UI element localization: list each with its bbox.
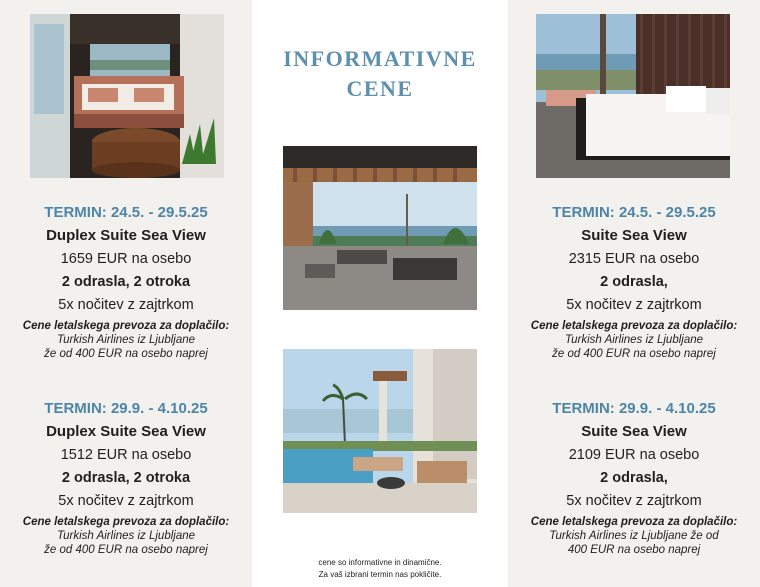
- price: 1659 EUR na osebo: [60, 251, 192, 267]
- termin-date: TERMIN: 29.9. - 4.10.25: [552, 400, 716, 417]
- flight-line: že od 400 EUR na osebo naprej: [44, 544, 208, 556]
- flight-header: Cene letalskega prevoza za doplačilo:: [22, 320, 230, 332]
- termin-date: TERMIN: 29.9. - 4.10.25: [44, 400, 208, 417]
- flight-header: Cene letalskega prevoza za doplačilo:: [530, 516, 738, 528]
- flight-line: že od 400 EUR na osebo naprej: [552, 348, 716, 360]
- flight-line: 400 EUR na osebo naprej: [567, 544, 701, 556]
- flight-line: Turkish Airlines iz Ljubljane: [56, 334, 196, 346]
- guests: 2 odrasla,: [600, 470, 668, 486]
- price: 2315 EUR na osebo: [568, 251, 700, 267]
- price: 1512 EUR na osebo: [60, 447, 192, 463]
- left-offer-1: [0, 204, 252, 361]
- left-column: [0, 0, 252, 587]
- nights: 5x nočitev z zajtrkom: [566, 493, 702, 509]
- flight-line: Turkish Airlines iz Ljubljane že od: [549, 530, 719, 542]
- guests: 2 odrasla, 2 otroka: [61, 274, 191, 290]
- flight-line: Turkish Airlines iz Ljubljane: [56, 530, 196, 542]
- flight-header: Cene letalskega prevoza za doplačilo:: [22, 516, 230, 528]
- termin-date: TERMIN: 24.5. - 29.5.25: [552, 204, 716, 221]
- page-title: INFORMATIVNE CENE: [283, 46, 477, 101]
- price-disclaimer: cene so informativne in dinamične. Za vaš izbrani termin nas pokličite.: [318, 558, 442, 579]
- suite-photo: [536, 14, 730, 178]
- room-name: Duplex Suite Sea View: [46, 227, 206, 244]
- room-name: Duplex Suite Sea View: [46, 423, 206, 440]
- right-offer-2: [508, 400, 760, 557]
- right-column: [508, 0, 760, 587]
- pool-photo: [283, 349, 477, 513]
- guests: 2 odrasla,: [600, 274, 668, 290]
- terrace-photo: [283, 146, 477, 310]
- left-offer-2: [0, 400, 252, 557]
- right-offer-1: [508, 204, 760, 361]
- center-column: [252, 0, 508, 587]
- guests: 2 odrasla, 2 otroka: [61, 470, 191, 486]
- duplex-suite-photo: [30, 14, 224, 178]
- price: 2109 EUR na osebo: [568, 447, 700, 463]
- nights: 5x nočitev z zajtrkom: [58, 297, 194, 313]
- termin-date: TERMIN: 24.5. - 29.5.25: [44, 204, 208, 221]
- room-name: Suite Sea View: [581, 423, 687, 440]
- flight-line: Turkish Airlines iz Ljubljane: [564, 334, 704, 346]
- nights: 5x nočitev z zajtrkom: [58, 493, 194, 509]
- flight-line: že od 400 EUR na osebo naprej: [44, 348, 208, 360]
- flight-header: Cene letalskega prevoza za doplačilo:: [530, 320, 738, 332]
- nights: 5x nočitev z zajtrkom: [566, 297, 702, 313]
- room-name: Suite Sea View: [581, 227, 687, 244]
